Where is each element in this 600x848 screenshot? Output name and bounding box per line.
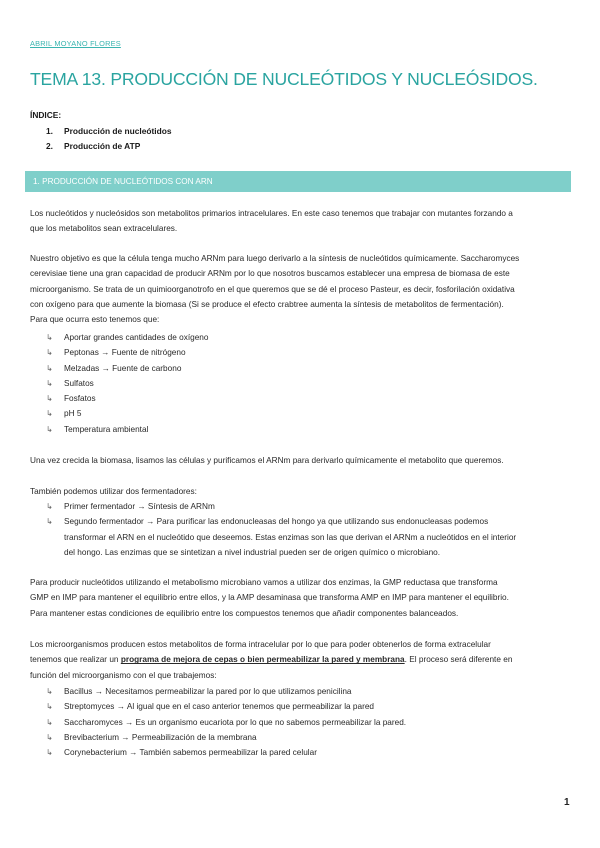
paragraph-biomass: Una vez crecida la biomasa, lisamos las células y purificamos el ARNm para derivarlo químicamente el metabolito que queremos. — [30, 456, 504, 465]
list-item: ↳ Peptonas → Fuente de nitrógeno — [46, 348, 186, 358]
paragraph-microorganisms: Los microorganismos producen estos metabolitos de forma intracelular por lo que para poder obtenerlos de forma extracelular tenemos que realizar un programa de mejora de cepas o bien permeabilizar la pared y membrana. El proceso será diferente en función del microorganismo con el que trabajemos: — [30, 640, 513, 680]
list-item: ↳ Segundo fermentador → Para purificar las endonucleasas del hongo ya que utilizando sus endonucleasas podemos transformar el ARN en el nucleótido que deseemos. Estas enzimas son las que derivan el ARNm a nucleótidos en el interior del hongo. Las enzimas que se sintetizan a nivel industrial pueden ser de origen químico o microbiano. — [46, 517, 517, 557]
list-item: ↳ Bacillus → Necesitamos permeabilizar la pared por lo que utilizamos penicilina — [46, 687, 352, 696]
fermenters-list — [46, 499, 516, 560]
index-list — [46, 124, 172, 154]
list-item: ↳ Melzadas → Fuente de carbono — [46, 363, 182, 373]
index-item: 2. Producción de ATP — [46, 141, 141, 151]
paragraph-fermenters: También podemos utilizar dos fermentadores: — [30, 487, 197, 496]
page-number: 1 — [564, 797, 570, 808]
paragraph-objective: Nuestro objetivo es que la célula tenga mucho ARNm para luego derivarlo a la síntesis de nucleótidos químicamente. Saccharomyces cerevisiae tiene una gran capacidad de producir ARNm por lo que nosotros buscamos establecer una empresa de biomasa de este microorganismo. Se trata de un quimioorganotrofo en el que queremos que se dé el proceso Pasteur, es decir, fosforilación oxidativa con oxígeno para que aumente la biomasa (Si se produce el efecto crabtree aumenta la síntesis de metabolitos de fermentación). Para que ocurra esto tenemos que: — [30, 254, 520, 325]
page-title: TEMA 13. PRODUCCIÓN DE NUCLEÓTIDOS Y NUCLEÓSIDOS. — [30, 69, 538, 89]
author-header: ABRIL MOYANO FLORES — [30, 39, 121, 48]
list-item: ↳ pH 5 — [46, 409, 82, 419]
emphasis-text: programa de mejora de cepas o bien permeabilizar la pared y membrana — [120, 655, 405, 665]
list-item: ↳ Saccharomyces → Es un organismo eucariota por lo que no sabemos permeabilizar la pared. — [46, 717, 407, 727]
conditions-list — [46, 330, 208, 437]
section-heading-bar — [25, 171, 571, 192]
list-item: ↳ Brevibacterium → Permeabilización de la membrana — [46, 732, 257, 742]
list-item: ↳ Fosfatos — [46, 394, 96, 404]
index-label: ÍNDICE: — [30, 110, 62, 120]
paragraph-intro: Los nucleótidos y nucleósidos son metabolitos primarios intracelulares. En este caso tenemos que trabajar con mutantes forzando a que los metabolitos sean extracelulares. — [30, 209, 513, 234]
list-item: ↳ Primer fermentador → Síntesis de ARNm — [46, 502, 215, 511]
index-item: 1. Producción de nucleótidos — [46, 126, 172, 136]
list-item: ↳ Streptomyces → Al igual que en el caso anterior tenemos que permeabilizar la pared — [46, 702, 375, 712]
list-item: ↳ Sulfatos — [46, 378, 94, 388]
section-heading: 1. PRODUCCIÓN DE NUCLEÓTIDOS CON ARN — [33, 177, 213, 186]
list-item: ↳ Temperatura ambiental — [46, 424, 149, 434]
paragraph-enzymes: Para producir nucleótidos utilizando el metabolismo microbiano vamos a utilizar dos enzimas, la GMP reductasa que transforma GMP en IMP para mantener el equilibrio entre ellos, y la AMP desaminasa que transforma AMP en IMP para mantener el equilibrio. Para mantener estas condiciones de equilibrio entre los compuestos tenemos que añadir componentes balanceados. — [30, 578, 509, 618]
list-item: ↳ Corynebacterium → También sabemos permeabilizar la pared celular — [46, 748, 317, 758]
microorganisms-list — [46, 684, 406, 760]
list-item: ↳ Aportar grandes cantidades de oxígeno — [46, 333, 209, 342]
